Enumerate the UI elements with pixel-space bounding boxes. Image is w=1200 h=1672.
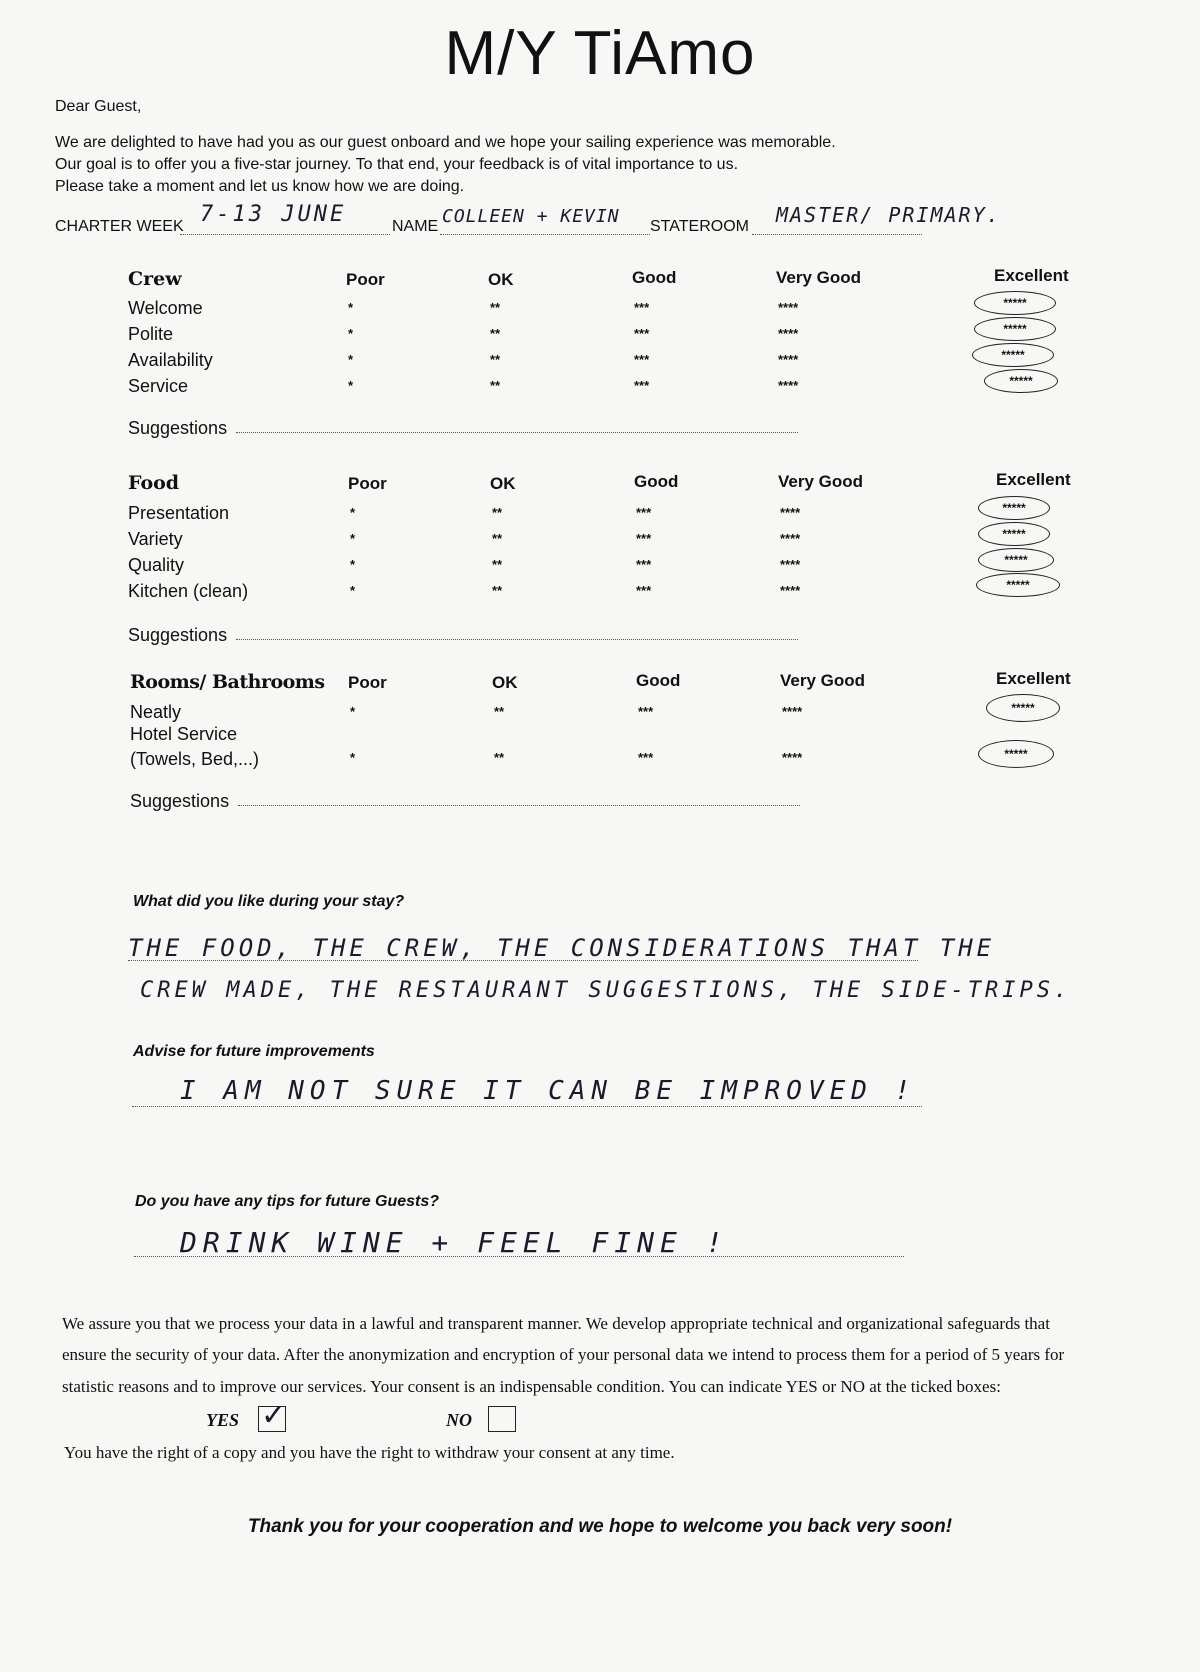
col-excellent: Excellent	[996, 470, 1071, 489]
section-food-title: Food	[128, 472, 180, 494]
suggestions-line[interactable]	[236, 639, 798, 640]
rating-good[interactable]: ***	[634, 300, 650, 315]
rating-good[interactable]: ***	[636, 557, 652, 572]
suggestions-label: Suggestions	[128, 625, 228, 645]
intro-line-3: Please take a moment and let us know how we are doing.	[55, 178, 465, 195]
rating-very-good[interactable]: ****	[780, 531, 801, 546]
row-label: Service	[128, 376, 189, 396]
rating-excellent-selected[interactable]: *****	[978, 740, 1054, 768]
rating-very-good[interactable]: ****	[778, 300, 799, 315]
row-label: Presentation	[128, 503, 230, 523]
col-ok: OK	[492, 673, 518, 692]
rating-ok[interactable]: **	[490, 300, 501, 315]
rating-good[interactable]: ***	[638, 750, 654, 765]
advise-line	[132, 1106, 922, 1107]
greeting: Dear Guest,	[55, 98, 142, 115]
thanks-message: Thank you for your cooperation and we hope to welcome you back very soon!	[247, 1516, 953, 1537]
no-checkbox[interactable]	[488, 1406, 516, 1432]
col-excellent: Excellent	[996, 669, 1071, 688]
legal-line-3: statistic reasons and to improve our services. Your consent is an indispensable condition. You can indicate YES or NO at the ticked boxes:	[62, 1377, 1001, 1396]
rating-poor[interactable]: *	[350, 531, 356, 546]
row-label: Hotel Service (Towels, Bed,...)	[130, 724, 260, 769]
col-excellent: Excellent	[994, 266, 1069, 285]
suggestions-line[interactable]	[238, 805, 800, 806]
rating-ok[interactable]: **	[492, 505, 503, 520]
rating-ok[interactable]: **	[490, 326, 501, 341]
suggestions-label: Suggestions	[130, 791, 230, 811]
rating-ok[interactable]: **	[492, 557, 503, 572]
rating-excellent-selected[interactable]: *****	[986, 694, 1060, 722]
rating-excellent-selected[interactable]: *****	[984, 369, 1058, 393]
charter-week-line	[180, 234, 390, 235]
rating-ok[interactable]: **	[494, 750, 505, 765]
rating-very-good[interactable]: ****	[780, 557, 801, 572]
rating-very-good[interactable]: ****	[778, 326, 799, 341]
col-very-good: Very Good	[780, 671, 866, 690]
rating-poor[interactable]: *	[350, 704, 356, 719]
rating-poor[interactable]: *	[348, 378, 354, 393]
col-poor: Poor	[348, 474, 387, 493]
stateroom-line	[752, 234, 922, 235]
charter-week-label: CHARTER WEEK	[55, 218, 184, 235]
rating-very-good[interactable]: ****	[782, 704, 803, 719]
col-very-good: Very Good	[776, 268, 862, 287]
liked-answer-line-1[interactable]: THE FOOD, THE CREW, THE CONSIDERATIONS THAT THE	[128, 934, 996, 962]
rating-good[interactable]: ***	[636, 583, 652, 598]
rating-ok[interactable]: **	[490, 378, 501, 393]
row-label: Polite	[128, 324, 174, 344]
rating-poor[interactable]: *	[350, 557, 356, 572]
liked-answer-line-2[interactable]: CREW MADE, THE RESTAURANT SUGGESTIONS, THE SIDE-TRIPS.	[140, 978, 1072, 1003]
tips-question: Do you have any tips for future Guests?	[135, 1193, 440, 1210]
rating-excellent-selected[interactable]: *****	[978, 496, 1050, 520]
row-label: Kitchen (clean)	[128, 581, 249, 601]
rating-ok[interactable]: **	[494, 704, 505, 719]
intro-line-1: We are delighted to have had you as our guest onboard and we hope your sailing experience was memorable.	[55, 134, 836, 151]
rating-excellent-selected[interactable]: *****	[978, 522, 1050, 546]
rating-good[interactable]: ***	[634, 352, 650, 367]
col-poor: Poor	[348, 673, 387, 692]
name-line	[440, 234, 650, 235]
rating-poor[interactable]: *	[348, 352, 354, 367]
col-good: Good	[634, 472, 679, 491]
rating-very-good[interactable]: ****	[778, 352, 799, 367]
rating-poor[interactable]: *	[350, 505, 356, 520]
rating-very-good[interactable]: ****	[780, 583, 801, 598]
section-crew-title: Crew	[128, 268, 182, 290]
col-good: Good	[632, 268, 677, 287]
row-label: Availability	[128, 350, 213, 370]
section-rooms-title: Rooms/ Bathrooms	[130, 671, 325, 693]
col-good: Good	[636, 671, 681, 690]
rating-excellent-selected[interactable]: *****	[978, 548, 1054, 572]
yes-checkbox[interactable]	[258, 1399, 287, 1432]
rating-very-good[interactable]: ****	[780, 505, 801, 520]
rating-good[interactable]: ***	[634, 326, 650, 341]
liked-line-1	[128, 960, 918, 961]
tips-answer[interactable]: DRINK WINE + FEEL FINE !	[180, 1226, 729, 1259]
col-poor: Poor	[346, 270, 385, 289]
rating-good[interactable]: ***	[636, 505, 652, 520]
rating-good[interactable]: ***	[638, 704, 654, 719]
legal-line-2: ensure the security of your data. After the anonymization and encryption of your personal data we intend to process them for a period of 5 years for	[62, 1345, 1065, 1364]
yes-label: YES	[206, 1410, 240, 1430]
rating-good[interactable]: ***	[634, 378, 650, 393]
rating-very-good[interactable]: ****	[782, 750, 803, 765]
rating-excellent-selected[interactable]: *****	[974, 317, 1056, 341]
charter-week-value[interactable]: 7-13 JUNE	[200, 202, 347, 227]
intro-line-2: Our goal is to offer you a five-star journey. To that end, your feedback is of vital importance to us.	[55, 156, 739, 173]
row-label: Variety	[128, 529, 183, 549]
col-ok: OK	[488, 270, 514, 289]
advise-answer[interactable]: I AM NOT SURE IT CAN BE IMPROVED !	[180, 1076, 917, 1106]
stateroom-value[interactable]: MASTER/ PRIMARY.	[776, 203, 1001, 227]
rating-poor[interactable]: *	[350, 750, 356, 765]
page-title: M/Y TiAmo	[444, 19, 756, 88]
rating-ok[interactable]: **	[492, 583, 503, 598]
check-icon: ✓	[261, 1399, 287, 1432]
liked-question: What did you like during your stay?	[133, 893, 405, 910]
name-label: NAME	[392, 218, 439, 235]
legal-line-4: You have the right of a copy and you have the right to withdraw your consent at any time.	[64, 1443, 675, 1462]
suggestions-label: Suggestions	[128, 418, 228, 438]
advise-question: Advise for future improvements	[133, 1043, 375, 1060]
rating-excellent-selected[interactable]: *****	[974, 291, 1056, 315]
rating-poor[interactable]: *	[348, 300, 354, 315]
rating-good[interactable]: ***	[636, 531, 652, 546]
legal-line-1: We assure you that we process your data in a lawful and transparent manner. We develop appropriate technical and organizational safeguards that	[62, 1314, 1050, 1333]
row-label: Welcome	[128, 298, 203, 318]
rating-ok[interactable]: **	[492, 531, 503, 546]
col-ok: OK	[490, 474, 516, 493]
rating-ok[interactable]: **	[490, 352, 501, 367]
rating-excellent-selected[interactable]: *****	[976, 573, 1060, 597]
stateroom-label: STATEROOM	[650, 218, 749, 235]
rating-excellent-selected[interactable]: *****	[972, 343, 1054, 367]
rating-poor[interactable]: *	[350, 583, 356, 598]
suggestions-line[interactable]	[236, 432, 798, 433]
col-very-good: Very Good	[778, 472, 864, 491]
rating-very-good[interactable]: ****	[778, 378, 799, 393]
rating-poor[interactable]: *	[348, 326, 354, 341]
name-value[interactable]: COLLEEN + KEVIN	[442, 206, 620, 227]
row-label: Neatly	[130, 702, 182, 722]
row-label: Quality	[128, 555, 185, 575]
no-label: NO	[446, 1410, 472, 1430]
